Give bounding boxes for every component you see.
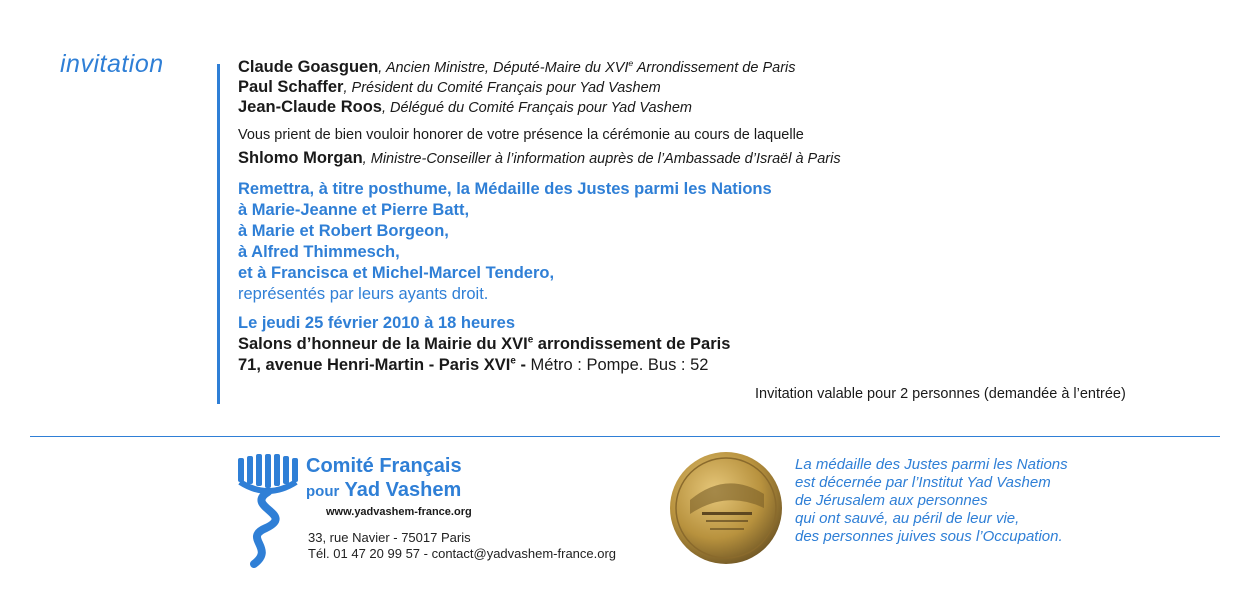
host-title: Président du Comité Français pour Yad Vashem xyxy=(351,80,661,96)
host-title: Ancien Ministre, Député-Maire du XVI xyxy=(385,60,629,76)
medal-image xyxy=(668,450,784,566)
invitation-label: invitation xyxy=(60,50,164,78)
org-address xyxy=(308,530,616,562)
award-block xyxy=(238,179,1228,305)
presenter-line: Shlomo Morgan, Ministre-Conseiller à l’information auprès de l’Ambassade d’Israël à Paris xyxy=(238,149,841,167)
award-line: à Marie et Robert Borgeon, xyxy=(238,222,449,240)
quote-line: des personnes juives sous l’Occupation. xyxy=(795,528,1063,545)
host-line: Claude Goasguen, Ancien Ministre, Député-Maire du XVIe Arrondissement de Paris xyxy=(238,58,796,76)
quote-line: de Jérusalem aux personnes xyxy=(795,492,988,509)
menorah-logo-icon xyxy=(236,452,308,568)
award-line: à Marie-Jeanne et Pierre Batt, xyxy=(238,201,470,219)
host-line: Jean-Claude Roos, Délégué du Comité Français pour Yad Vashem xyxy=(238,98,692,116)
event-venue: Salons d’honneur de la Mairie du XVIe arrondissement de Paris xyxy=(238,334,731,353)
org-name-line1: Comité Français xyxy=(306,455,462,477)
request-text: Vous prient de bien vouloir honorer de votre présence la cérémonie au cours de laquelle xyxy=(238,127,804,143)
award-line: Remettra, à titre posthume, la Médaille des Justes parmi les Nations xyxy=(238,180,772,198)
award-line: à Alfred Thimmesch, xyxy=(238,243,400,261)
presenter-title: Ministre-Conseiller à l’information auprès de l’Ambassade d’Israël à Paris xyxy=(370,151,841,167)
invitation-body xyxy=(238,58,1228,376)
host-name: Claude Goasguen xyxy=(238,58,379,76)
host-line: Paul Schaffer, Président du Comité Français pour Yad Vashem xyxy=(238,78,661,96)
quote-line: La médaille des Justes parmi les Nations xyxy=(795,456,1068,473)
event-address: 71, avenue Henri-Martin - Paris XVIe - Métro : Pompe. Bus : 52 xyxy=(238,355,709,374)
horizontal-divider xyxy=(30,436,1220,437)
vertical-divider xyxy=(217,64,220,404)
event-date: Le jeudi 25 février 2010 à 18 heures xyxy=(238,314,515,332)
presenter-name: Shlomo Morgan xyxy=(238,149,363,167)
org-website-link[interactable]: www.yadvashem-france.org xyxy=(326,506,472,518)
host-title: Délégué du Comité Français pour Yad Vashem xyxy=(390,100,692,116)
medal-quote xyxy=(795,456,1068,546)
represented-text: représentés par leurs ayants droit. xyxy=(238,285,489,303)
host-name: Jean-Claude Roos xyxy=(238,98,382,116)
event-block xyxy=(238,313,1228,376)
org-street: 33, rue Navier - 75017 Paris xyxy=(308,530,471,545)
transport-info: Métro : Pompe. Bus : 52 xyxy=(530,356,709,374)
quote-line: qui ont sauvé, au péril de leur vie, xyxy=(795,510,1020,527)
host-name: Paul Schaffer xyxy=(238,78,344,96)
org-name-line2: pour Yad Vashem xyxy=(306,479,462,501)
org-contact: Tél. 01 47 20 99 57 - contact@yadvashem-france.org xyxy=(308,546,617,561)
quote-line: est décernée par l’Institut Yad Vashem xyxy=(795,474,1051,491)
award-line: et à Francisca et Michel-Marcel Tendero, xyxy=(238,264,555,282)
validity-note: Invitation valable pour 2 personnes (demandée à l’entrée) xyxy=(755,386,1126,402)
